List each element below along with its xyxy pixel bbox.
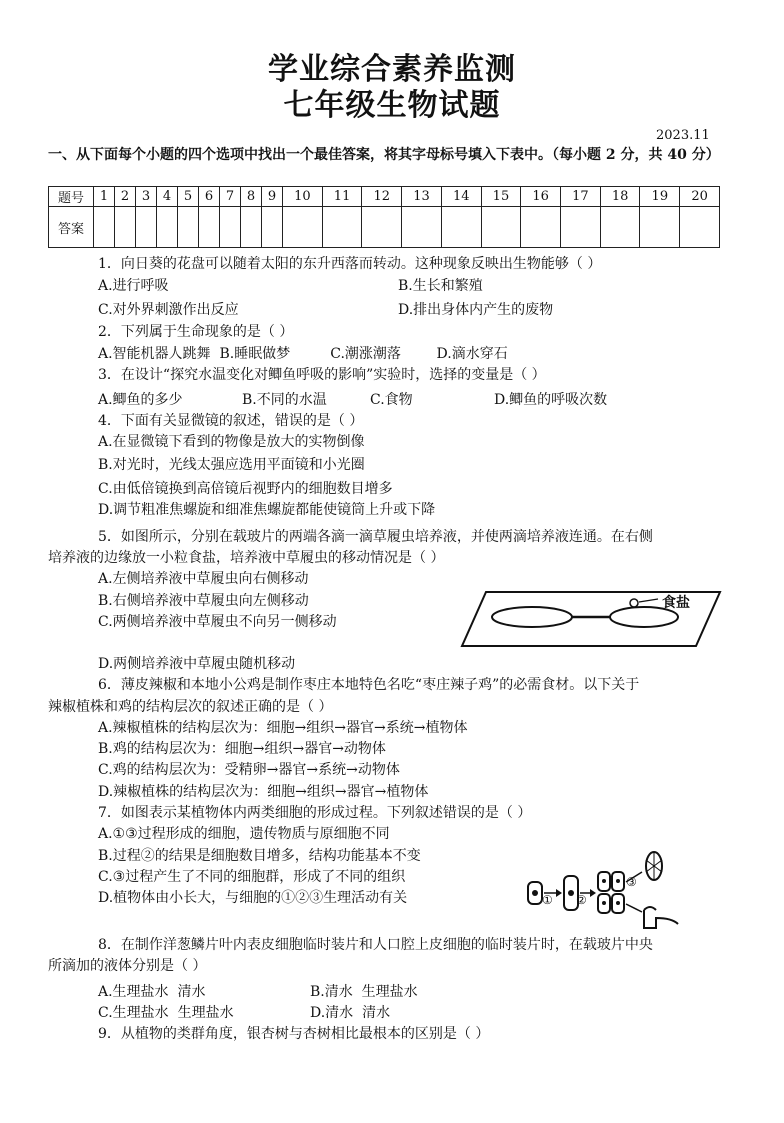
option-6c: C.鸡的结构层次为：受精卵→器官→系统→动物体: [98, 762, 400, 778]
question-number-label: 题号: [49, 187, 94, 207]
answer-cell[interactable]: [262, 207, 283, 248]
option-1a: A.进行呼吸: [98, 278, 169, 294]
answer-label: 答案: [49, 207, 94, 248]
option-8b: B.清水 生理盐水: [310, 984, 418, 1000]
options-2: A.智能机器人跳舞 B.睡眠做梦 C.潮涨潮落 D.滴水穿石: [98, 346, 508, 362]
option-7a: A.①③过程形成的细胞，遗传物质与原细胞不同: [98, 826, 390, 842]
question-8-line2: 所滴加的液体分别是（ ）: [48, 958, 207, 974]
answer-table-answer-row: [49, 207, 720, 248]
question-number: 18: [600, 187, 640, 207]
question-2: 2．下列属于生命现象的是（ ）: [98, 324, 294, 340]
option-5a: A.左侧培养液中草履虫向右侧移动: [98, 571, 309, 587]
question-number: 2: [115, 187, 136, 207]
exam-date: 2023.11: [656, 128, 710, 143]
salt-label: 食盐: [662, 595, 690, 611]
option-3d: D.鲫鱼的呼吸次数: [494, 392, 608, 408]
process-1-label: ①: [542, 893, 553, 907]
question-number: 17: [561, 187, 601, 207]
question-number: 20: [680, 187, 720, 207]
question-4: 4．下面有关显微镜的叙述，错误的是（ ）: [98, 413, 364, 429]
option-7b: B.过程②的结果是细胞数目增多，结构功能基本不变: [98, 848, 421, 864]
question-number: 10: [283, 187, 323, 207]
option-6d: D.辣椒植株的结构层次为：细胞→组织→器官→植物体: [98, 784, 429, 800]
question-number: 9: [262, 187, 283, 207]
answer-cell[interactable]: [115, 207, 136, 248]
question-7: 7．如图表示某植物体内两类细胞的形成过程。下列叙述错误的是（ ）: [98, 805, 532, 821]
option-1d: D.排出身体内产生的废物: [398, 302, 554, 318]
option-1c: C.对外界刺激作出反应: [98, 302, 239, 318]
question-1: 1．向日葵的花盘可以随着太阳的东升西落而转动。这种现象反映出生物能够（ ）: [98, 256, 602, 272]
process-2-label: ②: [576, 893, 587, 907]
option-8c: C.生理盐水 生理盐水: [98, 1005, 234, 1021]
question-8-line1: 8．在制作洋葱鳞片叶内表皮细胞临时装片和人口腔上皮细胞的临时装片时，在载玻片中央: [98, 937, 653, 953]
option-8a: A.生理盐水 清水: [98, 984, 206, 1000]
question-6-line2: 辣椒植株和鸡的结构层次的叙述正确的是（ ）: [48, 699, 333, 715]
answer-cell[interactable]: [199, 207, 220, 248]
answer-cell[interactable]: [481, 207, 521, 248]
option-4a: A.在显微镜下看到的物像是放大的实物倒像: [98, 434, 365, 450]
question-number: 14: [441, 187, 481, 207]
option-3b: B.不同的水温: [242, 392, 327, 408]
exam-title: 学业综合素养监测: [268, 52, 516, 87]
answer-cell[interactable]: [362, 207, 402, 248]
question-number: 7: [220, 187, 241, 207]
question-5-line1: 5．如图所示，分别在载玻片的两端各滴一滴草履虫培养液，并使两滴培养液连通。在右侧: [98, 529, 653, 545]
section-instructions: 一、从下面每个小题的四个选项中找出一个最佳答案，将其字母标号填入下表中。（每小题 2 分，共 40 分）: [48, 147, 720, 163]
answer-cell[interactable]: [178, 207, 199, 248]
answer-cell[interactable]: [157, 207, 178, 248]
answer-cell[interactable]: [640, 207, 680, 248]
option-4d: D.调节粗准焦螺旋和细准焦螺旋都能使镜筒上升或下降: [98, 502, 436, 518]
answer-cell[interactable]: [600, 207, 640, 248]
question-number: 8: [241, 187, 262, 207]
question-number: 15: [481, 187, 521, 207]
option-4b: B.对光时，光线太强应选用平面镜和小光圈: [98, 457, 365, 473]
option-6a: A.辣椒植株的结构层次为：细胞→组织→器官→系统→植物体: [98, 720, 468, 736]
question-9: 9．从植物的类群角度，银杏树与杏树相比最根本的区别是（ ）: [98, 1026, 490, 1042]
question-number: 11: [322, 187, 362, 207]
option-7d: D.植物体由小长大，与细胞的①②③生理活动有关: [98, 890, 408, 906]
option-5b: B.右侧培养液中草履虫向左侧移动: [98, 593, 309, 609]
question-number: 5: [178, 187, 199, 207]
answer-cell[interactable]: [441, 207, 481, 248]
option-1b: B.生长和繁殖: [398, 278, 483, 294]
answer-cell[interactable]: [136, 207, 157, 248]
question-number: 13: [402, 187, 442, 207]
option-8d: D.清水 清水: [310, 1005, 391, 1021]
question-number: 4: [157, 187, 178, 207]
option-3c: C.食物: [370, 392, 413, 408]
answer-cell[interactable]: [241, 207, 262, 248]
answer-cell[interactable]: [521, 207, 561, 248]
answer-table-header-row: [49, 187, 720, 207]
question-number: 16: [521, 187, 561, 207]
answer-cell[interactable]: [561, 207, 601, 248]
question-3: 3．在设计“探究水温变化对鲫鱼呼吸的影响”实验时，选择的变量是（ ）: [98, 367, 546, 383]
question-number: 3: [136, 187, 157, 207]
option-3a: A.鲫鱼的多少: [98, 392, 183, 408]
option-7c: C.③过程产生了不同的细胞群，形成了不同的组织: [98, 869, 406, 885]
cell-division-figure: [522, 848, 692, 930]
slide-figure: [458, 584, 758, 650]
answer-cell[interactable]: [220, 207, 241, 248]
answer-cell[interactable]: [322, 207, 362, 248]
process-3-label: ③: [626, 875, 637, 889]
answer-table: [48, 186, 720, 248]
option-5c: C.两侧培养液中草履虫不向另一侧移动: [98, 614, 337, 630]
option-5d: D.两侧培养液中草履虫随机移动: [98, 656, 296, 672]
question-number: 12: [362, 187, 402, 207]
exam-subtitle: 七年级生物试题: [283, 88, 501, 123]
option-4c: C.由低倍镜换到高倍镜后视野内的细胞数目增多: [98, 481, 393, 497]
answer-cell[interactable]: [680, 207, 720, 248]
option-6b: B.鸡的结构层次为：细胞→组织→器官→动物体: [98, 741, 386, 757]
answer-cell[interactable]: [402, 207, 442, 248]
answer-cell[interactable]: [94, 207, 115, 248]
question-5-line2: 培养液的边缘放一小粒食盐，培养液中草履虫的移动情况是（ ）: [48, 550, 445, 566]
question-number: 1: [94, 187, 115, 207]
answer-cell[interactable]: [283, 207, 323, 248]
question-6-line1: 6．薄皮辣椒和本地小公鸡是制作枣庄本地特色名吃“枣庄辣子鸡”的必需食材。以下关于: [98, 677, 640, 693]
question-number: 6: [199, 187, 220, 207]
question-number: 19: [640, 187, 680, 207]
